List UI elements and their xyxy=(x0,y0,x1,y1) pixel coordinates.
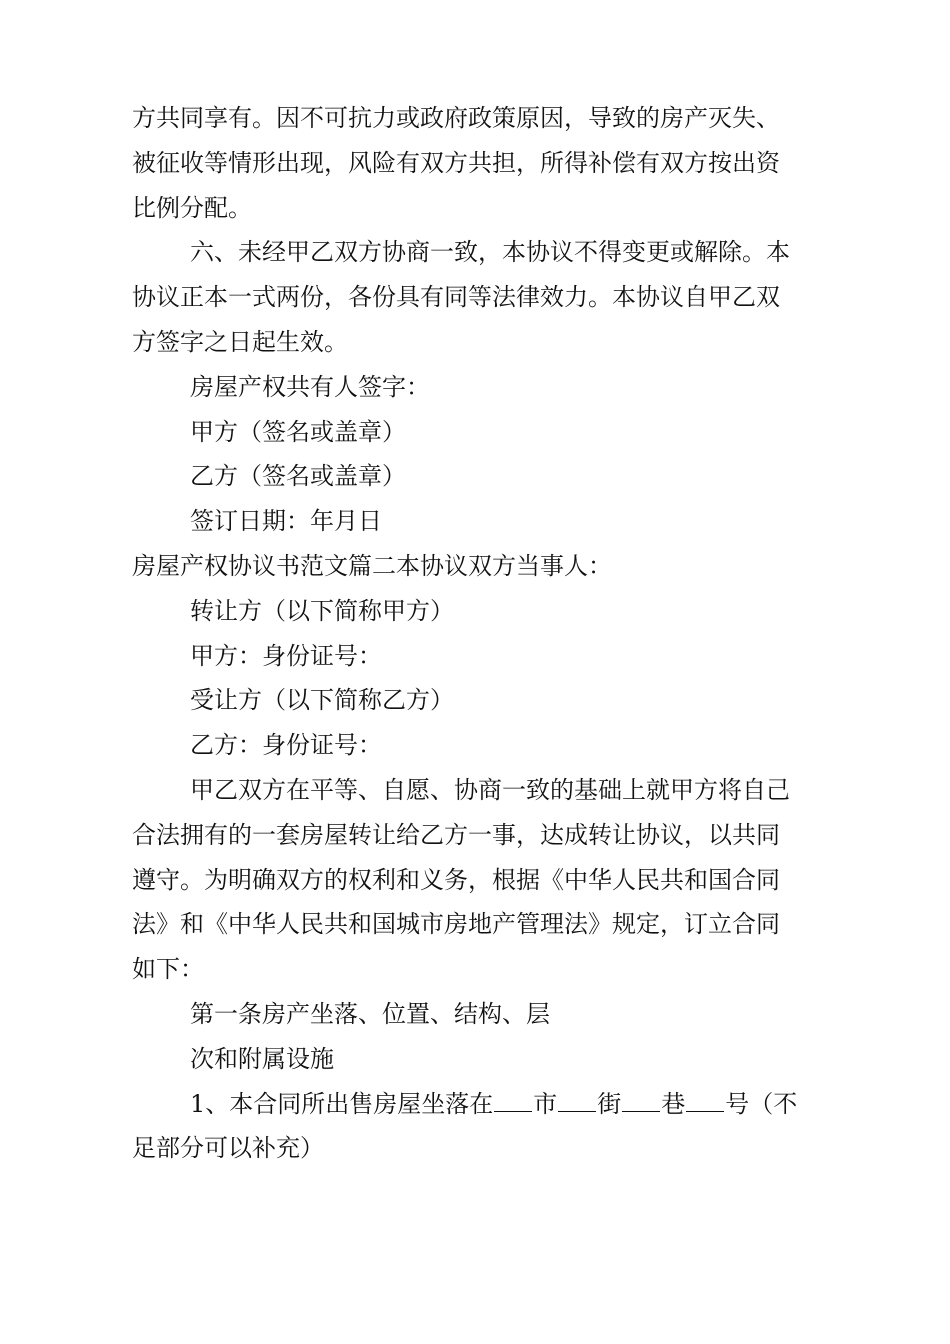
text-line: 合法拥有的一套房屋转让给乙方一事，达成转让协议，以共同 xyxy=(132,820,780,849)
text-line: 比例分配。 xyxy=(132,193,252,222)
text-line: 乙方：身份证号： xyxy=(190,731,382,760)
clause-1-street: 街 xyxy=(597,1089,622,1118)
clause-1-city: 市 xyxy=(533,1089,558,1118)
text-line: 足部分可以补充） xyxy=(132,1134,324,1163)
text-line: 甲方（签名或盖章） xyxy=(190,417,406,446)
section-heading: 房屋产权协议书范文篇二本协议双方当事人： xyxy=(132,551,612,580)
text-line: 次和附属设施 xyxy=(190,1044,334,1073)
clause-1-prefix: 1、本合同所出售房屋坐落在 xyxy=(190,1089,494,1118)
clause-1-lane: 巷 xyxy=(661,1089,686,1118)
text-line: 六、未经甲乙双方协商一致，本协议不得变更或解除。本 xyxy=(190,238,790,267)
blank-city xyxy=(494,1110,532,1112)
text-line: 法》和《中华人民共和国城市房地产管理法》规定，订立合同 xyxy=(132,910,780,939)
text-line: 乙方（签名或盖章） xyxy=(190,462,406,491)
text-line: 方共同享有。因不可抗力或政府政策原因，导致的房产灭失、 xyxy=(132,104,780,132)
clause-1-line xyxy=(132,1082,832,1127)
text-line: 受让方（以下简称乙方） xyxy=(190,686,454,715)
blank-street xyxy=(558,1110,596,1112)
document-page xyxy=(132,96,832,1171)
text-line: 协议正本一式两份，各份具有同等法律效力。本协议自甲乙双 xyxy=(132,283,780,312)
text-line: 第一条房产坐落、位置、结构、层 xyxy=(190,999,550,1028)
text-line: 如下： xyxy=(132,955,204,984)
clause-1-number: 号（不 xyxy=(725,1089,798,1118)
text-line: 被征收等情形出现，风险有双方共担，所得补偿有双方按出资 xyxy=(132,148,780,177)
text-line: 方签字之日起生效。 xyxy=(132,327,348,356)
blank-number xyxy=(686,1110,724,1112)
text-line: 房屋产权共有人签字： xyxy=(190,372,430,401)
text-line: 签订日期：年月日 xyxy=(190,507,382,536)
text-line: 转让方（以下简称甲方） xyxy=(190,596,454,625)
text-line: 遵守。为明确双方的权利和义务，根据《中华人民共和国合同 xyxy=(132,865,780,894)
text-line: 甲乙双方在平等、自愿、协商一致的基础上就甲方将自己 xyxy=(190,775,790,804)
text-line: 甲方：身份证号： xyxy=(190,641,382,670)
blank-lane xyxy=(622,1110,660,1112)
